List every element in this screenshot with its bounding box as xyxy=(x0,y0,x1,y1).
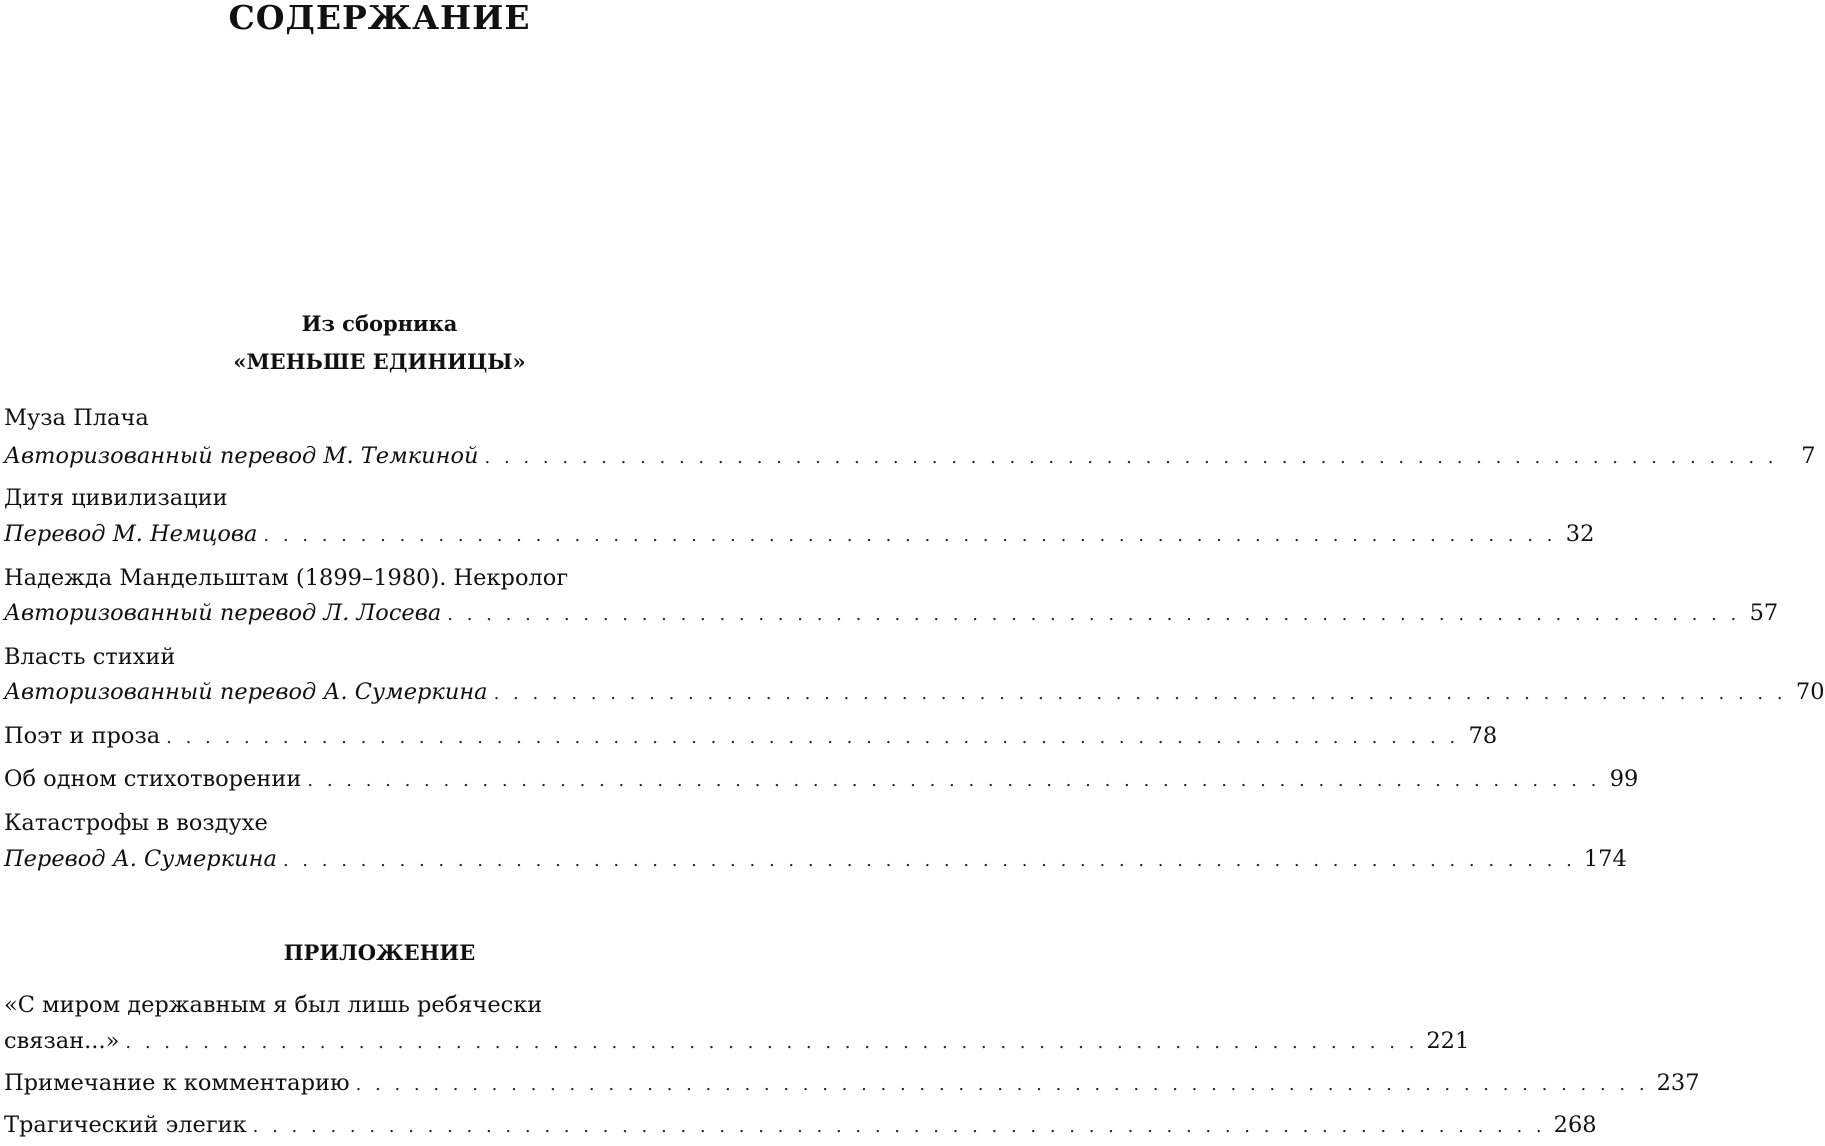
toc-entry-title: Поэт и проза xyxy=(4,723,161,749)
toc-entry-subtitle: Авторизованный перевод М. Темкиной xyxy=(4,443,479,469)
section-heading-collection: Из сборника xyxy=(301,311,458,336)
page-number: 268 xyxy=(1553,1112,1597,1138)
dot-leader: . . . . . . . . . . . . . . . . . . . . . . . . . . . . . . . . . . . . . . . . . . . . . . . . . . . . . . . . . . . . . . . . . . . xyxy=(447,604,1741,625)
page-number: 221 xyxy=(1426,1028,1470,1054)
toc-entry-subtitle: Перевод М. Немцова xyxy=(4,521,258,547)
toc-entry[interactable] xyxy=(4,1108,1597,1144)
page-number: 57 xyxy=(1749,600,1779,626)
section-heading-appendix: ПРИЛОЖЕНИЕ xyxy=(283,940,476,965)
dot-leader: . . . . . . . . . . . . . . . . . . . . . . . . . . . . . . . . . . . . . . . . . . . . . . . . . . . . . . . . . . . . . . . . . . . xyxy=(252,1116,1546,1137)
section-heading-collection-name: «МЕНЬШЕ ЕДИНИЦЫ» xyxy=(233,349,526,374)
toc-entry-title: «С миром державным я был лишь ребячески xyxy=(4,992,543,1018)
toc-entry[interactable] xyxy=(4,762,1639,798)
dot-leader: . . . . . . . . . . . . . . . . . . . . . . . . . . . . . . . . . . . . . . . . . . . . . . . . . . . . . . . . . . . . . . . . . . . xyxy=(484,447,1778,468)
toc-entry-title: Власть стихий xyxy=(4,644,176,670)
page-number: 70 xyxy=(1795,679,1825,705)
toc-entry-title: Катастрофы в воздухе xyxy=(4,810,268,836)
toc-entry-title: Муза Плача xyxy=(4,405,149,431)
dot-leader: . . . . . . . . . . . . . . . . . . . . . . . . . . . . . . . . . . . . . . . . . . . . . . . . . . . . . . . . . . . . . . . . . . . xyxy=(166,727,1460,748)
dot-leader: . . . . . . . . . . . . . . . . . . . . . . . . . . . . . . . . . . . . . . . . . . . . . . . . . . . . . . . . . . . . . . . . . . . xyxy=(355,1074,1649,1095)
toc-entry-title: Надежда Мандельштам (1899–1980). Некролог xyxy=(4,565,569,591)
page-number: 32 xyxy=(1565,521,1595,547)
toc-entry-title-continued: связан...» xyxy=(4,1028,120,1054)
page-number: 174 xyxy=(1583,846,1627,872)
toc-entry[interactable] xyxy=(4,719,1498,755)
toc-entry[interactable] xyxy=(4,596,1779,632)
toc-entry-title: Примечание к комментарию xyxy=(4,1070,350,1096)
page-number: 99 xyxy=(1609,766,1639,792)
page-number: 237 xyxy=(1656,1070,1700,1096)
toc-entry[interactable] xyxy=(4,675,1825,711)
toc-entry-title: Трагический элегик xyxy=(4,1112,247,1138)
page-number: 7 xyxy=(1801,443,1816,469)
toc-entry-subtitle: Перевод А. Сумеркина xyxy=(4,846,277,872)
toc-entry[interactable] xyxy=(4,1024,1470,1060)
dot-leader: . . . . . . . . . . . . . . . . . . . . . . . . . . . . . . . . . . . . . . . . . . . . . . . . . . . . . . . . . . . . . . . . . . . xyxy=(263,525,1557,546)
toc-entry[interactable] xyxy=(4,1066,1700,1102)
dot-leader: . . . . . . . . . . . . . . . . . . . . . . . . . . . . . . . . . . . . . . . . . . . . . . . . . . . . . . . . . . . . . . . . . . . xyxy=(282,850,1576,871)
toc-entry-title: Дитя цивилизации xyxy=(4,485,228,511)
toc-entry-subtitle: Авторизованный перевод Л. Лосева xyxy=(4,600,442,626)
page-number: 78 xyxy=(1468,723,1498,749)
toc-entry-subtitle: Авторизованный перевод А. Сумеркина xyxy=(4,679,488,705)
dot-leader: . . . . . . . . . . . . . . . . . . . . . . . . . . . . . . . . . . . . . . . . . . . . . . . . . . . . . . . . . . . . . . . . . . . xyxy=(125,1032,1419,1053)
dot-leader: . . . . . . . . . . . . . . . . . . . . . . . . . . . . . . . . . . . . . . . . . . . . . . . . . . . . . . . . . . . . . . . . . . . xyxy=(493,683,1787,704)
toc-entry[interactable] xyxy=(4,439,1816,475)
dot-leader: . . . . . . . . . . . . . . . . . . . . . . . . . . . . . . . . . . . . . . . . . . . . . . . . . . . . . . . . . . . . . . . . . . . xyxy=(307,770,1601,791)
toc-entry[interactable] xyxy=(4,842,1627,878)
toc-entry-title: Об одном стихотворении xyxy=(4,766,302,792)
toc-entry[interactable] xyxy=(4,517,1595,553)
page-title: СОДЕРЖАНИЕ xyxy=(228,0,531,37)
